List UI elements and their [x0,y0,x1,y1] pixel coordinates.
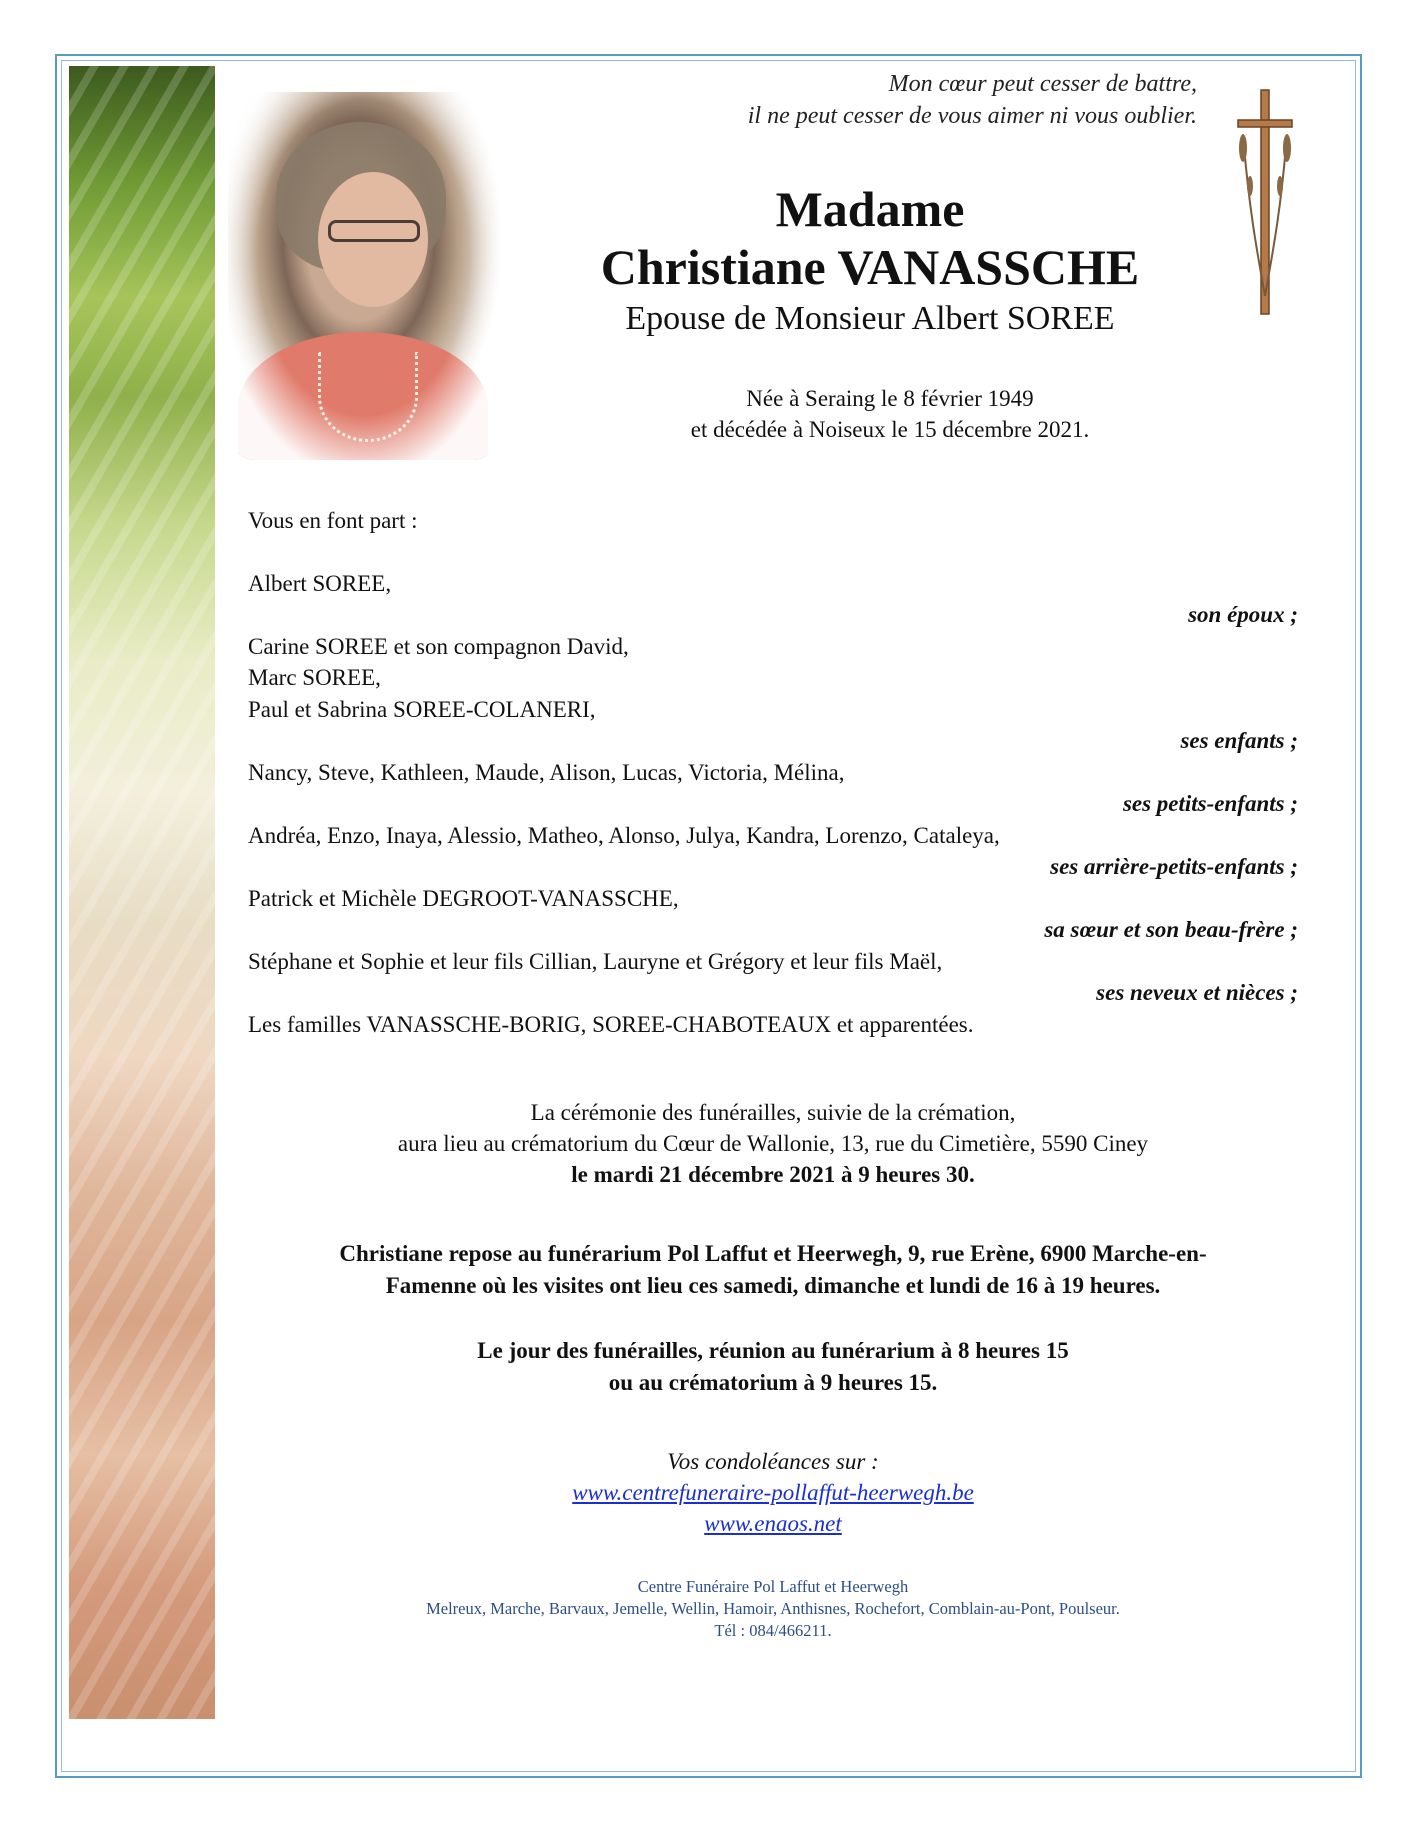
ceremony-line-1: La cérémonie des funérailles, suivie de la crémation, [530,1100,1016,1125]
death-line: et décédée à Noiseux le 15 décembre 2021. [690,417,1090,442]
family-list [248,505,1298,1040]
family-relation: ses neveux et nièces ; [1096,980,1298,1005]
birth-death-dates [640,383,1140,445]
family-name: Patrick et Michèle DEGROOT-VANASSCHE, [248,885,679,911]
condolences-section [248,1446,1298,1539]
condolences-label: Vos condoléances sur : [667,1449,879,1474]
ceremony-date: le mardi 21 décembre 2021 à 9 heures 30. [571,1162,975,1187]
family-name: Stéphane et Sophie et leur fils Cillian, Lauryne et Grégory et leur fils Maël, [248,948,943,974]
meeting-info [248,1335,1298,1399]
family-name: Andréa, Enzo, Inaya, Alessio, Matheo, Alonso, Julya, Kandra, Lorenzo, Cataleya, [248,822,1000,848]
condolences-link-enaos[interactable]: www.enaos.net [704,1511,842,1536]
meeting-line-2: ou au crématorium à 9 heures 15. [608,1370,938,1395]
announce-line: Vous en font part : [248,508,418,533]
ceremony-line-2: aura lieu au crématorium du Cœur de Wallonie, 13, rue du Cimetière, 5590 Ciney [397,1131,1149,1156]
deceased-name: Christiane VANASSCHE [600,239,1140,295]
condolences-link-funeral-center[interactable]: www.centrefuneraire-pollaffut-heerwegh.be [572,1480,974,1505]
quote-line-2: il ne peut cesser de vous aimer ni vous oublier. [747,103,1197,129]
funeral-home-footer [248,1576,1298,1642]
family-relation: son époux ; [1188,602,1298,627]
family-name: Albert SOREE, [248,570,392,596]
visit-line-1: Christiane repose au funérarium Pol Laffut et Heerwegh, 9, rue Erène, 6900 Marche-en- [339,1241,1207,1266]
visitation-info [248,1238,1298,1302]
deceased-name-block [540,180,1200,340]
family-relation: sa sœur et son beau-frère ; [1044,917,1298,942]
cross-with-wheat-icon [1230,86,1300,318]
portrait-photo [228,92,500,460]
honorific: Madame [775,181,965,237]
birth-line: Née à Seraing le 8 février 1949 [746,386,1034,411]
family-name: Paul et Sabrina SOREE-COLANERI, [248,696,596,722]
family-closing: Les familles VANASSCHE-BORIG, SOREE-CHABOTEAUX et apparentées. [248,1011,974,1037]
forest-path-decoration [69,66,215,1719]
ceremony-info [248,1097,1298,1190]
visit-line-2: Famenne où les visites ont lieu ces samedi, dimanche et lundi de 16 à 19 heures. [385,1273,1161,1298]
family-relation: ses petits-enfants ; [1122,791,1298,816]
spouse-line: Epouse de Monsieur Albert SOREE [625,300,1115,337]
meeting-line-1: Le jour des funérailles, réunion au funérarium à 8 heures 15 [477,1338,1069,1363]
family-relation: ses enfants ; [1180,728,1298,753]
epitaph-quote [560,68,1197,132]
family-name: Carine SOREE et son compagnon David, [248,633,629,659]
footer-company: Centre Funéraire Pol Laffut et Heerwegh [637,1577,909,1596]
family-name: Marc SOREE, [248,665,381,690]
footer-locations: Melreux, Marche, Barvaux, Jemelle, Wellin, Hamoir, Anthisnes, Rochefort, Comblain-au-Pont, Poulseur. [426,1599,1120,1618]
family-relation: ses arrière-petits-enfants ; [1050,854,1298,879]
footer-phone: Tél : 084/466211. [714,1621,832,1640]
family-name: Nancy, Steve, Kathleen, Maude, Alison, Lucas, Victoria, Mélina, [248,759,845,785]
quote-line-1: Mon cœur peut cesser de battre, [888,71,1197,97]
